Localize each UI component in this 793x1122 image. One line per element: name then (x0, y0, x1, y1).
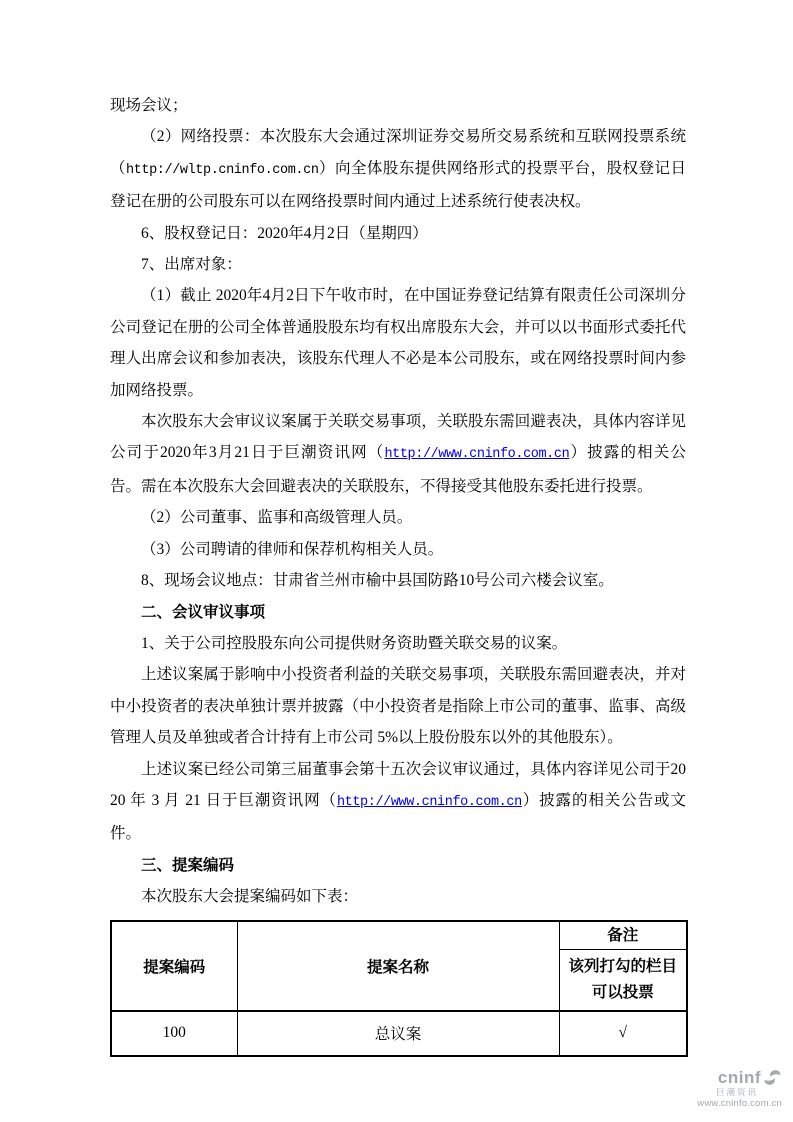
paragraph-attendee-shareholders (110, 280, 686, 406)
paragraph-text: 上述议案属于影响中小投资者利益的关联交易事项，关联股东需回避表决，并对中小投资者的表决单独计票并披露（中小投资者是指除上市公司的董事、监事、高级管理人员及单独或者合计持有上市公司 5%以上股份股东以外的其他股东）。 (110, 666, 686, 747)
cninfo-brand-cn-text: 巨潮资讯 (715, 1087, 758, 1097)
paragraph-text: （3）公司聘请的律师和保荐机构相关人员。 (141, 540, 444, 558)
table-header-note-sub: 该列打勾的栏目可以投票 (559, 949, 687, 1011)
paragraph-text: （2）公司董事、监事和高级管理人员。 (141, 509, 413, 527)
heading-text: 二、会议审议事项 (141, 603, 266, 621)
heading-meeting-matters (110, 597, 686, 628)
paragraph-network-voting (110, 121, 686, 217)
paragraph-text: 1、关于公司控股股东向公司提供财务资助暨关联交易的议案。 (141, 634, 568, 652)
table-header-row (111, 921, 687, 950)
paragraph-text: （2）网络投票：本次股东大会通过深圳证券交易所交易系统和互联网投票系统（ (110, 128, 686, 177)
paragraph-minority-investors (110, 659, 686, 753)
cninfo-logo (697, 1068, 782, 1108)
paragraph-text: ）披露的相关公告。需在本次股东大会回避表决的关联股东，不得接受其他股东委托进行投票。 (110, 444, 686, 495)
paragraph-text: 6、股权登记日：2020年4月2日（星期四） (141, 224, 428, 242)
paragraph-meeting-venue (110, 565, 686, 596)
table-cell-proposal-name: 总议案 (237, 1011, 559, 1056)
heading-proposal-coding (110, 850, 686, 881)
paragraph-attendees (110, 249, 686, 280)
paragraph-related-transaction-notice (110, 406, 686, 502)
paragraph-text: 本次股东大会审议议案属于关联交易事项，关联股东需回避表决，具体内容详见公司于2020年3月21日于巨潮资讯网（ (110, 413, 686, 462)
table-cell-vote-check: √ (559, 1011, 687, 1056)
paragraph-text: ）披露的相关公告或文件。 (110, 791, 686, 843)
cninfo-logo-top (697, 1068, 782, 1087)
paragraph-onsite-meeting (110, 90, 686, 121)
wltp-url-text: http://wltp.cninfo.com.cn (125, 162, 319, 178)
cninfo-link[interactable]: http://www.cninfo.com.cn (384, 447, 570, 463)
cninfo-swirl-icon (763, 1068, 782, 1087)
table-header-note: 备注 (559, 921, 687, 950)
paragraph-text: 8、现场会议地点：甘肃省兰州市榆中县国防路10号公司六楼会议室。 (141, 572, 614, 590)
cninfo-brand-text: cninf (717, 1068, 761, 1087)
paragraph-attendee-directors (110, 502, 686, 533)
paragraph-record-date (110, 218, 686, 249)
paragraph-text: 现场会议； (110, 97, 188, 114)
table-header-proposal-name: 提案名称 (237, 921, 559, 1011)
paragraph-text: （1）截止 2020年4月2日下午收市时，在中国证券登记结算有限责任公司深圳分公司登记在册的公司全体普通股股东均有权出席股东大会，并可以以书面形式委托代理人出席会议和参加表决，该股东代理人不必是本公司股东，或在网络投票时间内参加网络投票。 (110, 287, 686, 399)
paragraph-attendee-lawyers (110, 534, 686, 565)
paragraph-text: 7、出席对象： (141, 256, 242, 274)
paragraph-text: 上述议案已经公司第三届董事会第十五次会议审议通过，具体内容详见公司于2020 年 3 月 21 日于巨潮资讯网（ (110, 760, 686, 809)
paragraph-table-intro (110, 881, 686, 912)
paragraph-proposal-1 (110, 628, 686, 659)
table-cell-proposal-code: 100 (111, 1011, 237, 1056)
cninfo-link[interactable]: http://www.cninfo.com.cn (336, 794, 522, 810)
paragraph-text: 本次股东大会提案编码如下表： (141, 888, 359, 906)
table-header-proposal-code: 提案编码 (111, 921, 237, 1011)
table-row (111, 1011, 687, 1056)
paragraph-board-approval (110, 754, 686, 850)
document-page-body (110, 90, 686, 1057)
cninfo-url-text: www.cninfo.com.cn (697, 1097, 782, 1109)
heading-text: 三、提案编码 (141, 856, 235, 874)
paragraph-text: ）向全体股东提供网络形式的投票平台，股权登记日登记在册的公司股东可以在网络投票时间内通过上述系统行使表决权。 (110, 159, 686, 211)
proposal-code-table (110, 920, 688, 1057)
